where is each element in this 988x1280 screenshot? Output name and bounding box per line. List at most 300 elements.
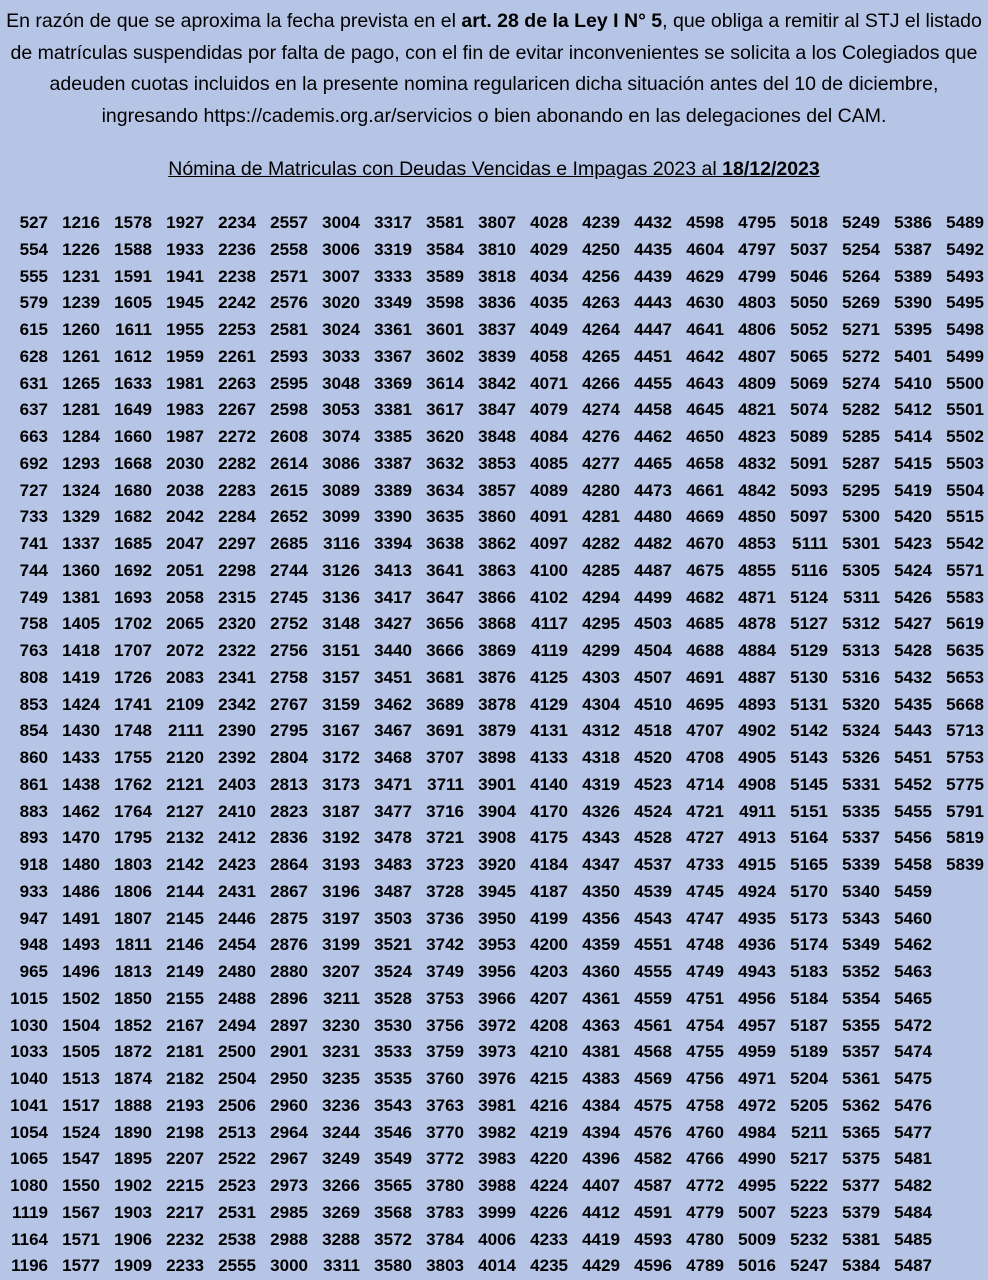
registration-number: 1702 [114,614,152,634]
registration-number: 3742 [426,935,464,955]
registration-number: 1807 [114,908,152,928]
registration-number: 893 [19,828,48,848]
registration-number: 1649 [114,400,152,420]
registration-number: 933 [19,881,48,901]
registration-number: 3089 [322,480,360,500]
registration-number: 2392 [218,748,256,767]
registration-number: 4766 [686,1149,724,1169]
registration-number: 4795 [738,213,776,232]
registration-number: 3317 [374,213,412,232]
registration-number: 3528 [374,988,412,1008]
registration-number: 3196 [322,881,360,901]
registration-number: 5324 [842,721,880,741]
registration-number: 1803 [114,855,152,874]
registration-number: 3269 [322,1202,360,1222]
registration-number: 5487 [894,1256,932,1276]
intro-law-reference: art. 28 de la Ley I N° 5 [461,10,663,32]
registration-number: 4343 [582,828,620,848]
registration-number: 5465 [894,988,932,1008]
registration-number: 5352 [842,962,880,981]
registration-number: 4102 [530,587,568,607]
registration-number: 3972 [478,1015,516,1035]
registration-number: 1567 [62,1202,100,1222]
registration-number: 5365 [842,1122,880,1142]
registration-number: 3390 [374,507,412,527]
registration-number: 2072 [166,641,204,660]
registration-number: 3691 [426,721,464,741]
registration-number: 4184 [530,855,568,874]
registration-number: 4281 [582,507,620,527]
registration-number: 1741 [114,694,152,714]
registration-number: 4755 [686,1042,724,1062]
registration-number: 3973 [478,1042,516,1062]
registration-number: 1513 [62,1069,100,1088]
registration-number: 5312 [842,614,880,634]
registration-number: 4210 [530,1042,568,1062]
registration-number: 3716 [426,801,464,821]
registration-number: 4749 [686,962,724,981]
registration-number: 4604 [686,239,724,259]
registration-number: 5211 [791,1122,828,1142]
registration-number: 5111 [792,534,828,553]
registration-number: 1329 [62,507,100,527]
registration-number: 2145 [166,908,204,928]
registration-number: 628 [19,346,48,366]
registration-number: 741 [19,534,48,553]
registration-number: 1231 [62,266,100,286]
registration-number: 1164 [11,1229,48,1249]
registration-number: 4807 [738,346,776,366]
registration-number: 2795 [270,721,308,741]
registration-number: 5009 [738,1229,776,1249]
registration-number: 5301 [842,534,880,553]
registration-number: 1430 [62,721,100,741]
registration-number: 4187 [530,881,568,901]
registration-number: 579 [19,293,48,313]
registration-number: 4117 [531,614,568,634]
registration-number: 5320 [842,694,880,714]
registration-number: 2083 [166,667,204,687]
registration-number: 4855 [738,560,776,580]
registration-number: 3810 [478,239,516,259]
registration-number: 1119 [12,1202,48,1222]
registration-number: 2051 [166,560,204,580]
registration-number: 2155 [166,988,204,1008]
registration-number: 4318 [582,748,620,767]
registration-number: 4384 [582,1095,620,1115]
registration-number: 5173 [790,908,828,928]
registration-number: 3126 [322,560,360,580]
registration-number: 2531 [218,1202,256,1222]
list-title [2,156,986,182]
registration-number: 3634 [426,480,464,500]
registration-number: 1424 [62,694,100,714]
registration-number: 1955 [166,320,204,339]
registration-number: 4504 [634,641,672,660]
registration-number: 5183 [790,962,828,981]
registration-number: 4936 [738,935,776,955]
registration-number: 5337 [842,828,880,848]
registration-number: 2488 [218,988,256,1008]
registration-number: 5174 [790,935,828,955]
registration-number: 4360 [582,962,620,981]
registration-number: 5316 [842,667,880,687]
registration-number: 4543 [634,908,672,928]
registration-number: 1811 [115,935,152,955]
registration-number: 3853 [478,453,516,473]
registration-number: 4264 [582,320,620,339]
registration-number: 3231 [322,1042,360,1062]
registration-number: 4670 [686,534,724,553]
registration-number: 3533 [374,1042,412,1062]
registration-number: 4233 [530,1229,568,1249]
registration-number: 3601 [426,320,464,339]
registration-number: 3427 [374,614,412,634]
registration-number: 854 [19,721,48,741]
registration-number: 1504 [62,1015,100,1035]
registration-number: 2297 [218,534,256,553]
registration-number: 555 [19,266,48,286]
registration-number: 1903 [114,1202,152,1222]
registration-number: 4199 [530,908,568,928]
registration-number: 3617 [426,400,464,420]
registration-number: 5127 [790,614,828,634]
registration-number: 663 [19,427,48,446]
registration-number: 3349 [374,293,412,313]
registration-number: 3736 [426,908,464,928]
registration-number: 4235 [530,1256,568,1276]
registration-number: 3440 [374,641,412,660]
registration-number: 1226 [62,239,100,259]
registration-number: 3549 [374,1149,412,1169]
registration-number: 5285 [842,427,880,446]
registration-number: 4523 [634,774,672,794]
registration-number: 1281 [62,400,100,420]
registration-number: 3898 [478,748,516,767]
registration-number: 3647 [426,587,464,607]
registration-number: 2284 [218,507,256,527]
registration-number: 3235 [322,1069,360,1088]
registration-number: 3157 [322,667,360,687]
registration-number: 3000 [270,1256,308,1276]
registration-number: 1872 [114,1042,152,1062]
registration-number: 5499 [946,346,984,366]
registration-number: 3641 [426,560,464,580]
registration-number: 1419 [62,667,100,687]
registration-number: 4972 [738,1095,776,1115]
registration-number: 2127 [166,801,204,821]
registration-number: 3417 [374,587,412,607]
number-column [572,210,624,1280]
registration-number: 3770 [426,1122,464,1142]
registration-number: 2390 [218,721,256,741]
registration-number: 4551 [634,935,672,955]
registration-number: 3116 [323,534,360,553]
registration-number: 4806 [738,320,776,339]
registration-number: 2215 [166,1176,204,1195]
registration-number: 727 [19,480,48,500]
registration-number: 4458 [634,400,672,420]
registration-number: 3197 [322,908,360,928]
registration-number: 3759 [426,1042,464,1062]
registration-number: 4006 [478,1229,516,1249]
registration-number: 4893 [738,694,776,714]
registration-number: 4503 [634,614,672,634]
registration-number: 1470 [62,828,100,848]
registration-number: 1547 [62,1149,100,1169]
registration-number: 808 [19,667,48,687]
registration-number: 5713 [946,721,984,741]
registration-number: 4084 [530,427,568,446]
registration-number: 5305 [842,560,880,580]
list-title-text: Nómina de Matriculas con Deudas Vencidas e Impagas 2023 al [168,158,723,180]
registration-number: 1764 [114,801,152,821]
registration-number: 4131 [530,721,568,741]
registration-number: 4575 [634,1095,672,1115]
registration-number: 637 [19,400,48,420]
registration-number: 4528 [634,828,672,848]
registration-number: 1895 [114,1149,152,1169]
registration-number: 3311 [323,1256,360,1276]
registration-number: 1337 [62,534,100,553]
registration-number: 4669 [686,507,724,527]
registration-number: 2233 [166,1256,204,1276]
registration-number: 5390 [894,293,932,313]
registration-number: 3477 [374,801,412,821]
registration-number: 2652 [270,507,308,527]
registration-number: 1588 [114,239,152,259]
registration-number: 5254 [842,239,880,259]
number-column [104,210,156,1280]
registration-number: 5389 [894,266,932,286]
registration-number: 2557 [270,213,308,232]
registration-number: 4555 [634,962,672,981]
registration-number: 4714 [686,774,724,794]
registration-number: 4658 [686,453,724,473]
registration-number: 5501 [946,400,984,420]
registration-number: 3901 [478,774,516,794]
registration-number: 3753 [426,988,464,1008]
registration-number: 3666 [426,641,464,660]
registration-number: 3192 [322,828,360,848]
registration-number: 918 [19,855,48,874]
registration-number: 883 [19,801,48,821]
registration-number: 3524 [374,962,412,981]
registration-number: 5335 [842,801,880,821]
registration-number: 4510 [634,694,672,714]
registration-number: 5424 [894,560,932,580]
registration-number: 5016 [738,1256,776,1276]
registration-number: 4277 [582,453,620,473]
registration-number: 4462 [634,427,672,446]
registration-number: 2685 [270,534,308,553]
registration-number: 4661 [686,480,724,500]
registration-number: 3784 [426,1229,464,1249]
registration-number: 3950 [478,908,516,928]
registration-number: 4745 [686,881,724,901]
registration-number: 5339 [842,855,880,874]
registration-number: 5653 [946,667,984,687]
registration-number: 4995 [738,1176,776,1195]
number-column [52,210,104,1280]
registration-number: 1505 [62,1042,100,1062]
registration-number: 3839 [478,346,516,366]
registration-number: 4224 [530,1176,568,1195]
registration-number: 5484 [894,1202,932,1222]
registration-number: 4789 [686,1256,724,1276]
registration-number: 2538 [218,1229,256,1249]
registration-number: 3151 [322,641,360,660]
registration-number: 5515 [946,507,984,527]
registration-number: 2576 [270,293,308,313]
registration-number: 5069 [790,373,828,393]
registration-number: 4219 [530,1122,568,1142]
registration-number: 4282 [582,534,620,553]
registration-number: 5287 [842,453,880,473]
registration-number: 4721 [686,801,724,821]
registration-number: 3780 [426,1176,464,1195]
registration-number: 5249 [842,213,880,232]
registration-number: 1707 [114,641,152,660]
registration-number: 5007 [738,1202,776,1222]
registration-number: 1933 [166,239,204,259]
registration-number: 4200 [530,935,568,955]
registration-number: 2756 [270,641,308,660]
registration-number: 3589 [426,266,464,286]
registration-number: 5205 [790,1095,828,1115]
registration-number: 5410 [894,373,932,393]
registration-number: 1381 [62,587,100,607]
registration-number: 4266 [582,373,620,393]
registration-number: 1517 [62,1095,100,1115]
registration-number: 3288 [322,1229,360,1249]
registration-number: 2988 [270,1229,308,1249]
registration-number: 4220 [530,1149,568,1169]
registration-number: 4908 [738,774,776,794]
registration-number: 3230 [322,1015,360,1035]
registration-number: 3048 [322,373,360,393]
registration-number: 4482 [634,534,672,553]
registration-number: 5187 [790,1015,828,1035]
registration-number: 5222 [790,1176,828,1195]
registration-number: 3467 [374,721,412,741]
registration-number: 5130 [790,667,828,687]
registration-number: 4576 [634,1122,672,1142]
registration-number: 4455 [634,373,672,393]
registration-number: 4356 [582,908,620,928]
registration-number: 5300 [842,507,880,527]
registration-number: 3361 [374,320,412,339]
registration-number: 5395 [894,320,932,339]
registration-number: 5377 [842,1176,880,1195]
registration-number: 5354 [842,988,880,1008]
registration-number: 4429 [582,1256,620,1276]
registration-number: 2261 [218,346,256,366]
registration-number: 2813 [270,774,308,794]
registration-number: 4412 [582,1202,620,1222]
registration-number: 5343 [842,908,880,928]
registration-number: 2322 [218,641,256,660]
registration-number: 4091 [530,507,568,527]
registration-number: 5472 [894,1015,932,1035]
registration-number: 2752 [270,614,308,634]
registration-number: 5217 [790,1149,828,1169]
registration-number: 2207 [166,1149,204,1169]
registration-number: 3199 [322,935,360,955]
registration-number: 1261 [62,346,100,366]
registration-number: 4561 [634,1015,672,1035]
registration-number: 5232 [790,1229,828,1249]
registration-number: 4591 [634,1202,672,1222]
registration-number: 5326 [842,748,880,767]
registration-number: 3945 [478,881,516,901]
number-column [780,210,832,1280]
registration-number: 3006 [322,239,360,259]
registration-number: 5357 [842,1042,880,1062]
registration-number: 5355 [842,1015,880,1035]
registration-number: 5775 [946,774,984,794]
registration-number: 3099 [322,507,360,527]
registration-number: 3451 [374,667,412,687]
registration-number: 4028 [530,213,568,232]
registration-number: 5129 [790,641,828,660]
registration-number: 2880 [270,962,308,981]
registration-number: 5361 [842,1069,880,1088]
registration-number: 4707 [686,721,724,741]
registration-number: 4312 [582,721,620,741]
registration-number: 4871 [738,587,776,607]
registration-number: 5420 [894,507,932,527]
registration-number: 5455 [894,801,932,821]
registration-number: 2272 [218,427,256,446]
registration-number: 5381 [842,1229,880,1249]
registration-number: 5503 [946,453,984,473]
registration-number: 5753 [946,748,984,767]
registration-number: 3193 [322,855,360,874]
registration-number: 5542 [946,534,984,553]
registration-number: 3565 [374,1176,412,1195]
registration-number: 4832 [738,453,776,473]
registration-number: 4359 [582,935,620,955]
registration-number: 3920 [478,855,516,874]
registration-number: 4079 [530,400,568,420]
registration-number: 5819 [946,828,984,848]
registration-number: 4125 [530,667,568,687]
registration-number: 4299 [582,641,620,660]
registration-number: 3632 [426,453,464,473]
registration-number: 4029 [530,239,568,259]
registration-number: 2142 [166,855,204,874]
registration-number: 3689 [426,694,464,714]
registration-number: 1486 [62,881,100,901]
registration-number: 5384 [842,1256,880,1276]
registration-number: 3148 [322,614,360,634]
registration-number: 4274 [582,400,620,420]
registration-number: 2973 [270,1176,308,1195]
registration-number: 4959 [738,1042,776,1062]
registration-number: 5401 [894,346,932,366]
registration-number: 3236 [322,1095,360,1115]
registration-number: 4537 [634,855,672,874]
registration-number: 4990 [738,1149,776,1169]
registration-number: 2038 [166,480,204,500]
registration-number: 3487 [374,881,412,901]
registration-number: 1493 [62,935,100,955]
registration-number: 1680 [114,480,152,500]
registration-number: 5462 [894,935,932,955]
registration-number: 4487 [634,560,672,580]
registration-number: 1906 [114,1229,152,1249]
